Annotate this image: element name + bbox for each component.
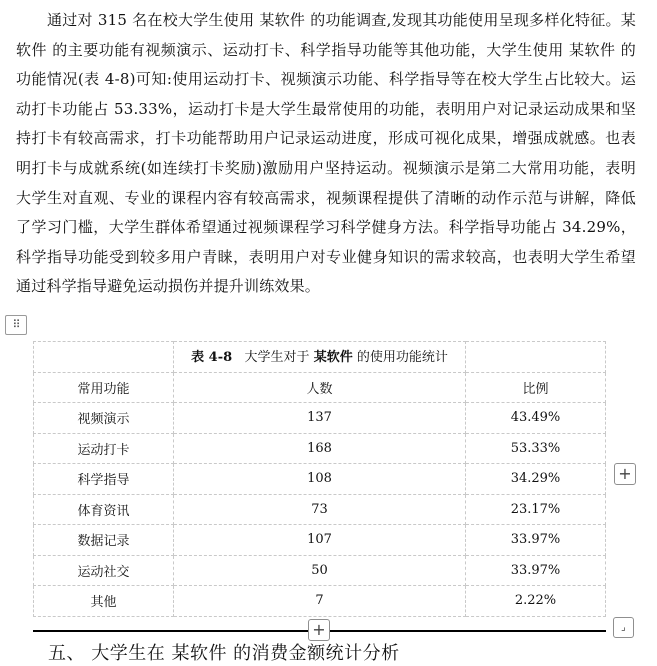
cell-function[interactable]: 体育资讯 bbox=[34, 494, 174, 525]
body-paragraph: 通过对 315 名在校大学生使用 某软件 的功能调查,发现其功能使用呈现多样化特征。某软件 的主要功能有视频演示、运动打卡、科学指导功能等其他功能，大学生使用 某软件 的功能情况(表 4-8)可知:使用运动打卡、视频演示功能、科学指导等在校大学生占比较大。运动打卡功能占 53.33%，运动打卡是大学生最常使用的功能，表明用户对记录运动成果和坚持打卡有较高需求，打卡功能帮助用户记录运动进度，形成可视化成果，增强成就感。也表明打卡与成就系统(如连续打卡奖励)激励用户坚持运动。视频演示是第二大常用功能，表明大学生对直观、专业的课程内容有较高需求，视频课程提供了清晰的动作示范与讲解，降低了学习门槛，大学生群体希望通过视频课程学习科学健身方法。科学指导功能占 34.29%，科学指导功能受到较多用户青睐，表明用户对专业健身知识的需求较高，也表明大学生希望通过科学指导避免运动损伤并提升训练效果。 bbox=[16, 11, 636, 296]
caption-text-post: 的使用功能统计 bbox=[356, 350, 448, 366]
cell-count[interactable]: 137 bbox=[174, 403, 466, 434]
table-row bbox=[34, 525, 606, 556]
caption-software-name: 某软件 bbox=[313, 350, 353, 366]
cell-ratio[interactable]: 33.97% bbox=[466, 525, 606, 556]
cell-ratio[interactable]: 2.22% bbox=[466, 586, 606, 617]
table-resize-icon[interactable]: ⌟ bbox=[613, 617, 634, 638]
table-row bbox=[34, 433, 606, 464]
table-row bbox=[34, 586, 606, 617]
caption-text-pre: 大学生对于 bbox=[244, 350, 310, 366]
cell-count[interactable]: 108 bbox=[174, 464, 466, 495]
add-row-icon[interactable]: + bbox=[308, 619, 330, 641]
cell-count[interactable]: 50 bbox=[174, 555, 466, 586]
cell-function[interactable]: 其他 bbox=[34, 586, 174, 617]
cell-count[interactable]: 73 bbox=[174, 494, 466, 525]
table-caption-row bbox=[34, 342, 606, 373]
cell-function[interactable]: 科学指导 bbox=[34, 464, 174, 495]
table-row bbox=[34, 464, 606, 495]
caption-empty-left bbox=[34, 342, 174, 373]
table-header-row bbox=[34, 372, 606, 403]
cell-ratio[interactable]: 33.97% bbox=[466, 555, 606, 586]
cell-ratio[interactable]: 43.49% bbox=[466, 403, 606, 434]
cell-count[interactable]: 107 bbox=[174, 525, 466, 556]
table-move-handle-icon[interactable]: ⠿ bbox=[5, 315, 27, 335]
cell-ratio[interactable]: 34.29% bbox=[466, 464, 606, 495]
cell-ratio[interactable]: 53.33% bbox=[466, 433, 606, 464]
header-count[interactable]: 人数 bbox=[174, 372, 466, 403]
table-row bbox=[34, 555, 606, 586]
header-ratio[interactable]: 比例 bbox=[466, 372, 606, 403]
caption-number: 表 4-8 bbox=[191, 350, 233, 366]
table-row bbox=[34, 403, 606, 434]
cell-ratio[interactable]: 23.17% bbox=[466, 494, 606, 525]
cell-count[interactable]: 168 bbox=[174, 433, 466, 464]
function-usage-table bbox=[33, 341, 606, 617]
table-row bbox=[34, 494, 606, 525]
header-function[interactable]: 常用功能 bbox=[34, 372, 174, 403]
caption-empty-right bbox=[466, 342, 606, 373]
table-caption bbox=[174, 342, 466, 373]
cell-count[interactable]: 7 bbox=[174, 586, 466, 617]
cell-function[interactable]: 运动社交 bbox=[34, 555, 174, 586]
cell-function[interactable]: 视频演示 bbox=[34, 403, 174, 434]
add-column-icon[interactable]: + bbox=[614, 463, 636, 485]
cell-function[interactable]: 数据记录 bbox=[34, 525, 174, 556]
cell-function[interactable]: 运动打卡 bbox=[34, 433, 174, 464]
section-heading: 五、 大学生在 某软件 的消费金额统计分析 bbox=[48, 643, 400, 664]
